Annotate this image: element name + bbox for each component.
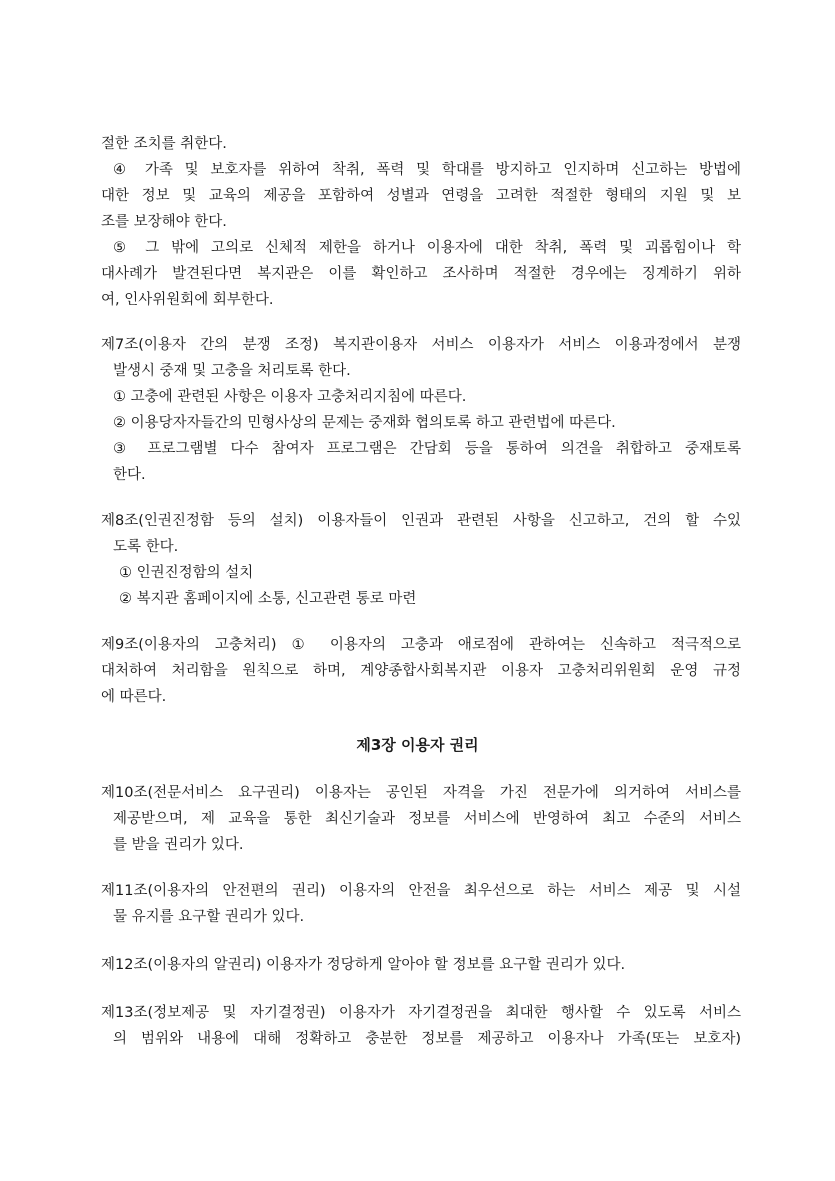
article-13-title: 제13조(정보제공 및 자기결정권) 이용자가 자기결정권을 최대한 행사할 수 있도록 서비스	[101, 1005, 741, 1021]
text-line: 한다.	[113, 467, 146, 483]
article-12-title: 제12조(이용자의 알권리) 이용자가 정당하게 알아야 할 정보를 요구할 권리가 있다.	[101, 957, 626, 973]
list-item: ③ 프로그램별 다수 참여자 프로그램은 간담회 등을 통하여 의견을 취합하고 중재토록	[113, 441, 741, 457]
text-line: 대사례가 발견된다면 복지관은 이를 확인하고 조사하며 적절한 경우에는 징계하기 위하	[101, 266, 741, 282]
list-item: ② 이용당자자들간의 민형사상의 문제는 중재화 협의토록 하고 관련법에 따른다.	[113, 415, 616, 431]
text-line: 조를 보장해야 한다.	[101, 214, 227, 230]
text-line: 절한 조치를 취한다.	[101, 136, 227, 152]
chapter-heading: 제3장 이용자 권리	[356, 736, 479, 754]
text-line: 를 받을 권리가 있다.	[113, 837, 244, 853]
article-10-title: 제10조(전문서비스 요구권리) 이용자는 공인된 자격을 가진 전문가에 의거하여 서비스를	[101, 785, 741, 801]
article-9-title: 제9조(이용자의 고충처리) ① 이용자의 고충과 애로점에 관하여는 신속하고 적극적으로	[101, 637, 741, 653]
article-8-title: 제8조(인권진정함 등의 설치) 이용자들이 인권과 관련된 사항을 신고하고, 건의 할 수있	[101, 513, 741, 529]
list-item: ① 고충에 관련된 사항은 이용자 고충처리지침에 따른다.	[113, 389, 467, 405]
text-line: 대한 정보 및 교육의 제공을 포함하여 성별과 연령을 고려한 적절한 형태의 지원 및 보	[101, 188, 741, 204]
article-11-title: 제11조(이용자의 안전편의 권리) 이용자의 안전을 최우선으로 하는 서비스 제공 및 시설	[101, 883, 741, 899]
text-line: 도록 한다.	[113, 539, 179, 555]
text-line: 제공받으며, 제 교육을 통한 최신기술과 정보를 서비스에 반영하여 최고 수준의 서비스	[113, 811, 741, 827]
text-line: 발생시 중재 및 고충을 처리토록 한다.	[113, 363, 351, 379]
text-line: ④ 가족 및 보호자를 위하여 착취, 폭력 및 학대를 방지하고 인지하며 신고하는 방법에	[113, 162, 741, 178]
text-line: 여, 인사위원회에 회부한다.	[101, 292, 274, 308]
text-line: 의 범위와 내용에 대해 정확하고 충분한 정보를 제공하고 이용자나 가족(또는 보호자)	[113, 1031, 741, 1047]
text-line: 물 유지를 요구할 권리가 있다.	[113, 909, 305, 925]
text-line: ⑤ 그 밖에 고의로 신체적 제한을 하거나 이용자에 대한 착취, 폭력 및 괴롭힘이나 학	[113, 240, 741, 256]
text-line: 대처하여 처리함을 원칙으로 하며, 계양종합사회복지관 이용자 고충처리위원회 운영 규정	[101, 663, 741, 679]
text-line: 에 따른다.	[101, 689, 167, 705]
list-item: ① 인권진정함의 설치	[119, 565, 254, 581]
list-item: ② 복지관 홈페이지에 소통, 신고관련 통로 마련	[119, 591, 417, 607]
article-7-title: 제7조(이용자 간의 분쟁 조정) 복지관이용자 서비스 이용자가 서비스 이용과정에서 분쟁	[101, 337, 741, 353]
